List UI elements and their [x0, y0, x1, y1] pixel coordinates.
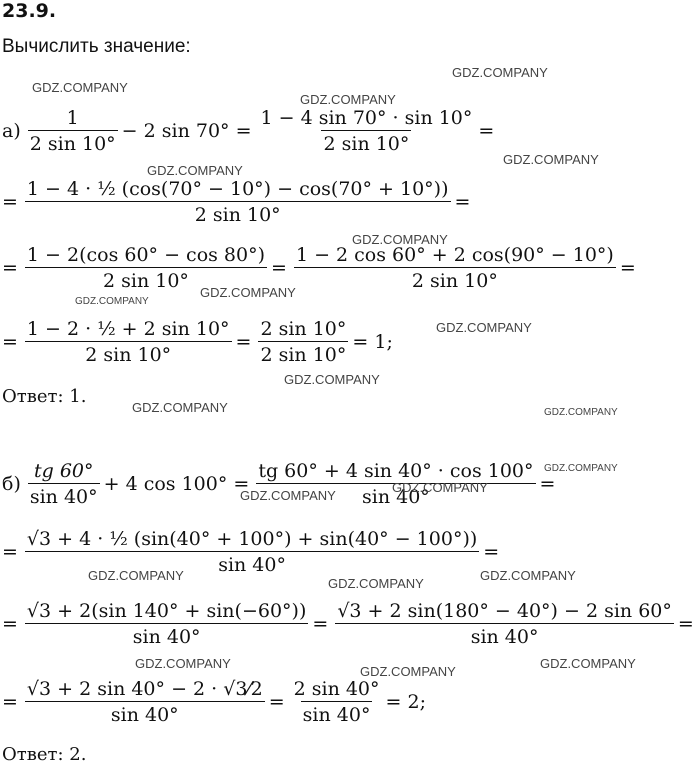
equals-sign: =: [235, 331, 252, 353]
part-b-line-2: [2, 528, 503, 576]
watermark: GDZ.COMPANY: [200, 285, 296, 300]
fraction: [25, 600, 308, 648]
fraction: [335, 600, 674, 648]
numerator: 1 − 4 · ½ (cos(70° − 10°) − cos(70° + 10°)): [26, 178, 449, 200]
expression: − 2 sin 70° =: [121, 120, 252, 142]
equals-sign: =: [483, 541, 500, 563]
equals-sign: =: [454, 191, 471, 213]
part-b-line-3: [2, 600, 698, 648]
equals-sign: =: [271, 257, 287, 279]
equals-sign: =: [312, 613, 329, 635]
part-a-line-2: [2, 178, 474, 226]
denominator: sin 40°: [25, 551, 479, 576]
numerator: √3 + 4 · ½ (sin(40° + 100°) + sin(40° − 100°)): [26, 528, 478, 550]
numerator: √3 + 2(sin 140° + sin(−60°)): [26, 600, 307, 622]
watermark: GDZ.COMPANY: [32, 80, 128, 95]
watermark: GDZ.COMPANY: [132, 400, 228, 415]
numerator: 1 − 2 cos 60° + 2 cos(90° − 10°): [295, 244, 614, 266]
numerator: 1 − 2(cos 60° − cos 80°): [26, 244, 266, 266]
equals-sign: =: [478, 120, 495, 142]
denominator: sin 40°: [28, 483, 100, 508]
equals-sign: =: [539, 473, 556, 495]
part-a-line-1: [2, 107, 498, 155]
denominator: 2 sin 10°: [321, 130, 411, 155]
fraction: [294, 244, 616, 292]
watermark: GDZ.COMPANY: [352, 232, 448, 247]
numerator: 2 sin 10°: [260, 318, 347, 340]
equals-sign: =: [268, 691, 285, 713]
denominator: sin 40°: [25, 623, 308, 648]
part-a-line-3: [2, 244, 640, 292]
fraction: [25, 318, 232, 366]
watermark: GDZ.COMPANY: [300, 92, 396, 107]
task-statement: Вычислить значение:: [2, 36, 191, 57]
watermark: GDZ.COMPANY: [544, 407, 618, 418]
watermark: GDZ.COMPANY: [284, 372, 380, 387]
watermark: GDZ.COMPANY: [392, 480, 488, 495]
denominator: sin 40°: [25, 701, 265, 726]
fraction: [28, 107, 118, 155]
numerator: tg 60°: [33, 460, 94, 482]
denominator: sin 40°: [256, 483, 535, 508]
part-a-marker: а): [2, 120, 21, 142]
equals-sign: =: [2, 191, 18, 213]
denominator: 2 sin 10°: [258, 341, 348, 366]
denominator: 2 sin 10°: [25, 267, 267, 292]
part-a-line-4: [2, 318, 397, 366]
numerator: tg 60° + 4 sin 40° · cos 100°: [258, 460, 534, 482]
fraction: [258, 318, 348, 366]
watermark: GDZ.COMPANY: [135, 656, 231, 671]
watermark: GDZ.COMPANY: [240, 488, 336, 503]
equals-sign: =: [677, 613, 694, 635]
equals-sign: =: [2, 613, 18, 635]
fraction: [25, 678, 265, 726]
part-b-marker: б): [2, 473, 21, 495]
denominator: 2 sin 10°: [25, 201, 451, 226]
denominator: 2 sin 10°: [25, 341, 232, 366]
result: = 1;: [352, 331, 393, 353]
numerator: 1: [66, 107, 79, 129]
part-a-answer: Ответ: 1.: [2, 386, 87, 407]
watermark: GDZ.COMPANY: [544, 463, 618, 474]
denominator: sin 40°: [301, 701, 373, 726]
numerator: 1 − 4 sin 70° · sin 10°: [260, 107, 473, 129]
fraction: [259, 107, 475, 155]
numerator: √3 + 2 sin(180° − 40°) − 2 sin 60°: [337, 600, 672, 622]
watermark: GDZ.COMPANY: [88, 568, 184, 583]
equals-sign: =: [2, 691, 18, 713]
equals-sign: =: [2, 541, 18, 563]
equals-sign: =: [2, 257, 18, 279]
numerator: 2 sin 40°: [293, 678, 380, 700]
part-b-answer: Ответ: 2.: [2, 744, 87, 765]
watermark: GDZ.COMPANY: [540, 656, 636, 671]
watermark: GDZ.COMPANY: [328, 576, 424, 591]
equals-sign: =: [619, 257, 636, 279]
numerator: √3 + 2 sin 40° − 2 · √3⁄2: [26, 678, 263, 700]
watermark: GDZ.COMPANY: [75, 296, 149, 307]
result: = 2;: [385, 691, 426, 713]
watermark: GDZ.COMPANY: [452, 65, 548, 80]
expression: + 4 cos 100° =: [103, 473, 250, 495]
equals-sign: =: [2, 331, 18, 353]
watermark: GDZ.COMPANY: [503, 152, 599, 167]
fraction: [25, 178, 451, 226]
numerator: 1 − 2 · ½ + 2 sin 10°: [26, 318, 230, 340]
denominator: 2 sin 10°: [28, 130, 118, 155]
denominator: 2 sin 10°: [294, 267, 616, 292]
problem-number: 23.9.: [2, 0, 57, 22]
part-b-line-4: [2, 678, 430, 726]
fraction: [292, 678, 382, 726]
watermark: GDZ.COMPANY: [360, 664, 456, 679]
denominator: sin 40°: [335, 623, 674, 648]
fraction: [28, 460, 100, 508]
watermark: GDZ.COMPANY: [147, 163, 243, 178]
watermark: GDZ.COMPANY: [480, 568, 576, 583]
watermark: GDZ.COMPANY: [436, 320, 532, 335]
